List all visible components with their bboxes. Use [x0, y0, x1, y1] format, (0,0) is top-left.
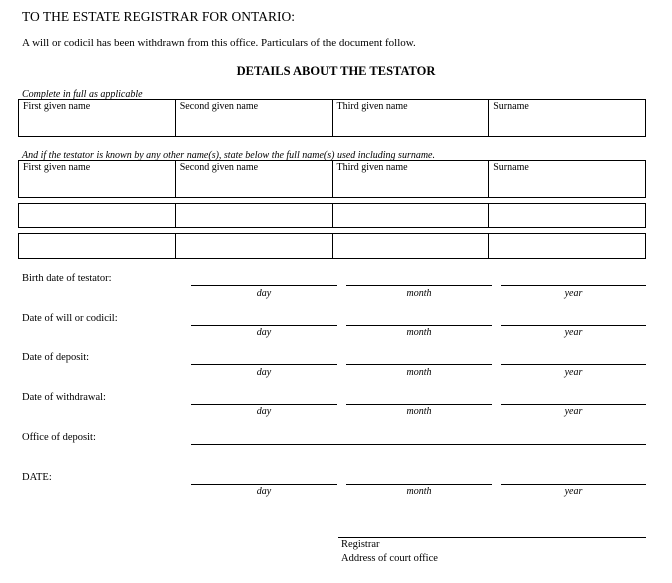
birth-date-label: Birth date of testator:: [22, 273, 112, 284]
will-month-line[interactable]: [346, 325, 492, 326]
deposit-date-label: Date of deposit:: [22, 352, 90, 363]
other-third-given-name-field[interactable]: Third given name: [332, 161, 489, 197]
name-cell[interactable]: [488, 204, 645, 227]
withdrawal-date-label: Date of withdrawal:: [22, 392, 106, 403]
name-cell[interactable]: [175, 234, 332, 258]
name-table-primary: [18, 99, 646, 137]
will-date-label: Date of will or codicil:: [22, 313, 118, 324]
month-caption: month: [406, 486, 432, 497]
intro-text: A will or codicil has been withdrawn from this office. Particulars of the document follow.: [22, 37, 416, 49]
date-year-line[interactable]: [501, 484, 646, 485]
year-caption: year: [564, 327, 583, 338]
other-surname-field[interactable]: Surname: [488, 161, 645, 197]
first-given-name-field[interactable]: First given name: [23, 101, 91, 112]
birth-month-line[interactable]: [346, 285, 492, 286]
date-label: DATE:: [22, 472, 52, 483]
day-caption: day: [256, 327, 272, 338]
withdrawal-month-line[interactable]: [346, 404, 492, 405]
year-caption: year: [564, 288, 583, 299]
month-caption: month: [406, 288, 432, 299]
year-caption: year: [564, 367, 583, 378]
will-day-line[interactable]: [191, 325, 337, 326]
day-caption: day: [256, 288, 272, 299]
office-of-deposit-line[interactable]: [191, 444, 646, 445]
year-caption: year: [564, 486, 583, 497]
withdrawal-day-line[interactable]: [191, 404, 337, 405]
day-caption: day: [256, 406, 272, 417]
withdrawal-year-line[interactable]: [501, 404, 646, 405]
deposit-year-line[interactable]: [501, 364, 646, 365]
registrar-label: Registrar: [341, 539, 380, 550]
section-title: DETAILS ABOUT THE TESTATOR: [236, 64, 436, 78]
addressee: TO THE ESTATE REGISTRAR FOR ONTARIO:: [22, 9, 295, 24]
day-caption: day: [256, 486, 272, 497]
third-given-name-field[interactable]: Third given name: [332, 100, 489, 136]
name-cell[interactable]: [332, 234, 489, 258]
date-month-line[interactable]: [346, 484, 492, 485]
deposit-month-line[interactable]: [346, 364, 492, 365]
name-table-other-row-3: [18, 233, 646, 259]
second-given-name-field[interactable]: Second given name: [175, 100, 332, 136]
name-cell[interactable]: [175, 204, 332, 227]
name-table-other: [18, 160, 646, 198]
names-note-complete: Complete in full as applicable: [22, 89, 143, 100]
deposit-day-line[interactable]: [191, 364, 337, 365]
name-cell[interactable]: [488, 234, 645, 258]
month-caption: month: [406, 406, 432, 417]
registrar-signature-line[interactable]: [338, 537, 646, 538]
month-caption: month: [406, 367, 432, 378]
court-office-address-label: Address of court office: [341, 553, 438, 564]
year-caption: year: [564, 406, 583, 417]
will-year-line[interactable]: [501, 325, 646, 326]
birth-year-line[interactable]: [501, 285, 646, 286]
name-table-other-row-2: [18, 203, 646, 228]
surname-field[interactable]: Surname: [488, 100, 645, 136]
other-first-given-name-field[interactable]: First given name: [23, 162, 91, 173]
birth-day-line[interactable]: [191, 285, 337, 286]
month-caption: month: [406, 327, 432, 338]
office-of-deposit-label: Office of deposit:: [22, 432, 96, 443]
name-cell[interactable]: [332, 204, 489, 227]
names-note-other: And if the testator is known by any other name(s), state below the full name(s) used including surname.: [22, 150, 435, 161]
name-cell[interactable]: [19, 204, 175, 227]
name-cell[interactable]: [19, 234, 175, 258]
date-day-line[interactable]: [191, 484, 337, 485]
other-second-given-name-field[interactable]: Second given name: [175, 161, 332, 197]
day-caption: day: [256, 367, 272, 378]
